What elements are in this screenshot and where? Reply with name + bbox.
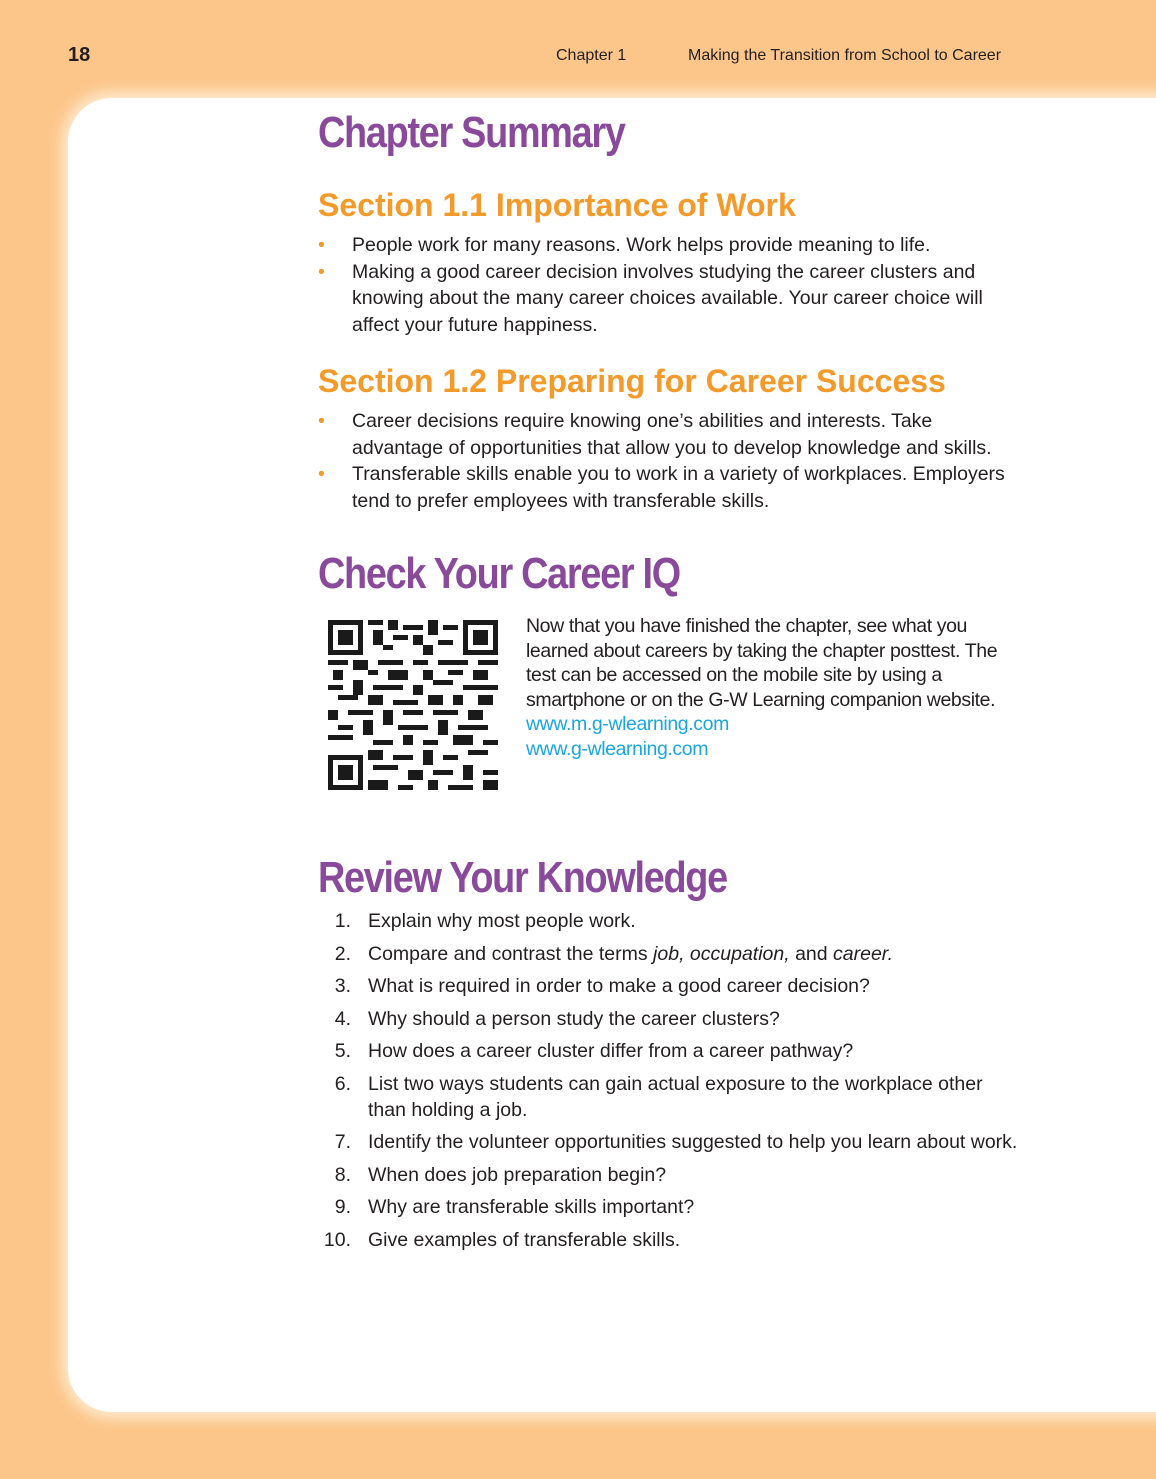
section-1-1-bullets bbox=[318, 232, 1028, 338]
question-item: 3. What is required in order to make a good career decision? bbox=[334, 975, 870, 997]
bullet-item: • People work for many reasons. Work helps provide meaning to life. bbox=[318, 232, 1028, 259]
question-item: 7. Identify the volunteer opportunities suggested to help you learn about work. bbox=[334, 1131, 1018, 1153]
question-item: 1. Explain why most people work. bbox=[334, 910, 636, 932]
question-item: 4. Why should a person study the career clusters? bbox=[334, 1007, 780, 1030]
chapter-summary-title: Chapter Summary bbox=[318, 108, 625, 157]
section-1-1-heading: Section 1.1 Importance of Work bbox=[318, 187, 796, 223]
qr-code-icon[interactable] bbox=[328, 620, 498, 790]
bullet-item: • Transferable skills enable you to work in a variety of workplaces. Employers tend to prefer employees with transferable skills. bbox=[318, 461, 1028, 514]
review-questions-list bbox=[318, 908, 1018, 1259]
page-number: 18 bbox=[68, 44, 91, 66]
running-head-chapter: Chapter 1 bbox=[556, 47, 627, 64]
question-item: 9. Why are transferable skills important? bbox=[334, 1196, 695, 1218]
question-item: 2. Compare and contrast the terms job, occupation, and career. bbox=[334, 942, 893, 965]
running-head-title: Making the Transition from School to Career bbox=[688, 47, 1002, 64]
bullet-item: • Making a good career decision involves studying the career clusters and knowing about the many career choices available. Your career choice will affect your future happiness. bbox=[318, 259, 1028, 339]
question-item: 6. List two ways students can gain actual exposure to the workplace other than holding a job. bbox=[334, 1072, 983, 1121]
companion-website-link[interactable]: www.g-wlearning.com bbox=[526, 737, 709, 760]
career-iq-title: Check Your Career IQ bbox=[318, 549, 680, 598]
mobile-site-link[interactable]: www.m.g-wlearning.com bbox=[526, 713, 729, 735]
section-1-2-heading: Section 1.2 Preparing for Career Success bbox=[318, 363, 946, 399]
bullet-item: • Career decisions require knowing one’s abilities and interests. Take advantage of opportunities that allow you to develop knowledge and skills. bbox=[318, 408, 1028, 461]
career-iq-description: Now that you have finished the chapter, see what you learned about careers by taking the chapter posttest. The test can be accessed on the mobile site by using a smartphone or on the G-W Learning companion website. bbox=[526, 615, 998, 711]
section-1-2-bullets bbox=[318, 408, 1028, 514]
question-item: 5. How does a career cluster differ from a career pathway? bbox=[334, 1040, 854, 1062]
question-item: 10. Give examples of transferable skills. bbox=[323, 1228, 681, 1251]
question-item: 8. When does job preparation begin? bbox=[334, 1163, 667, 1186]
review-knowledge-title: Review Your Knowledge bbox=[318, 853, 727, 902]
career-iq-block bbox=[526, 614, 1026, 761]
